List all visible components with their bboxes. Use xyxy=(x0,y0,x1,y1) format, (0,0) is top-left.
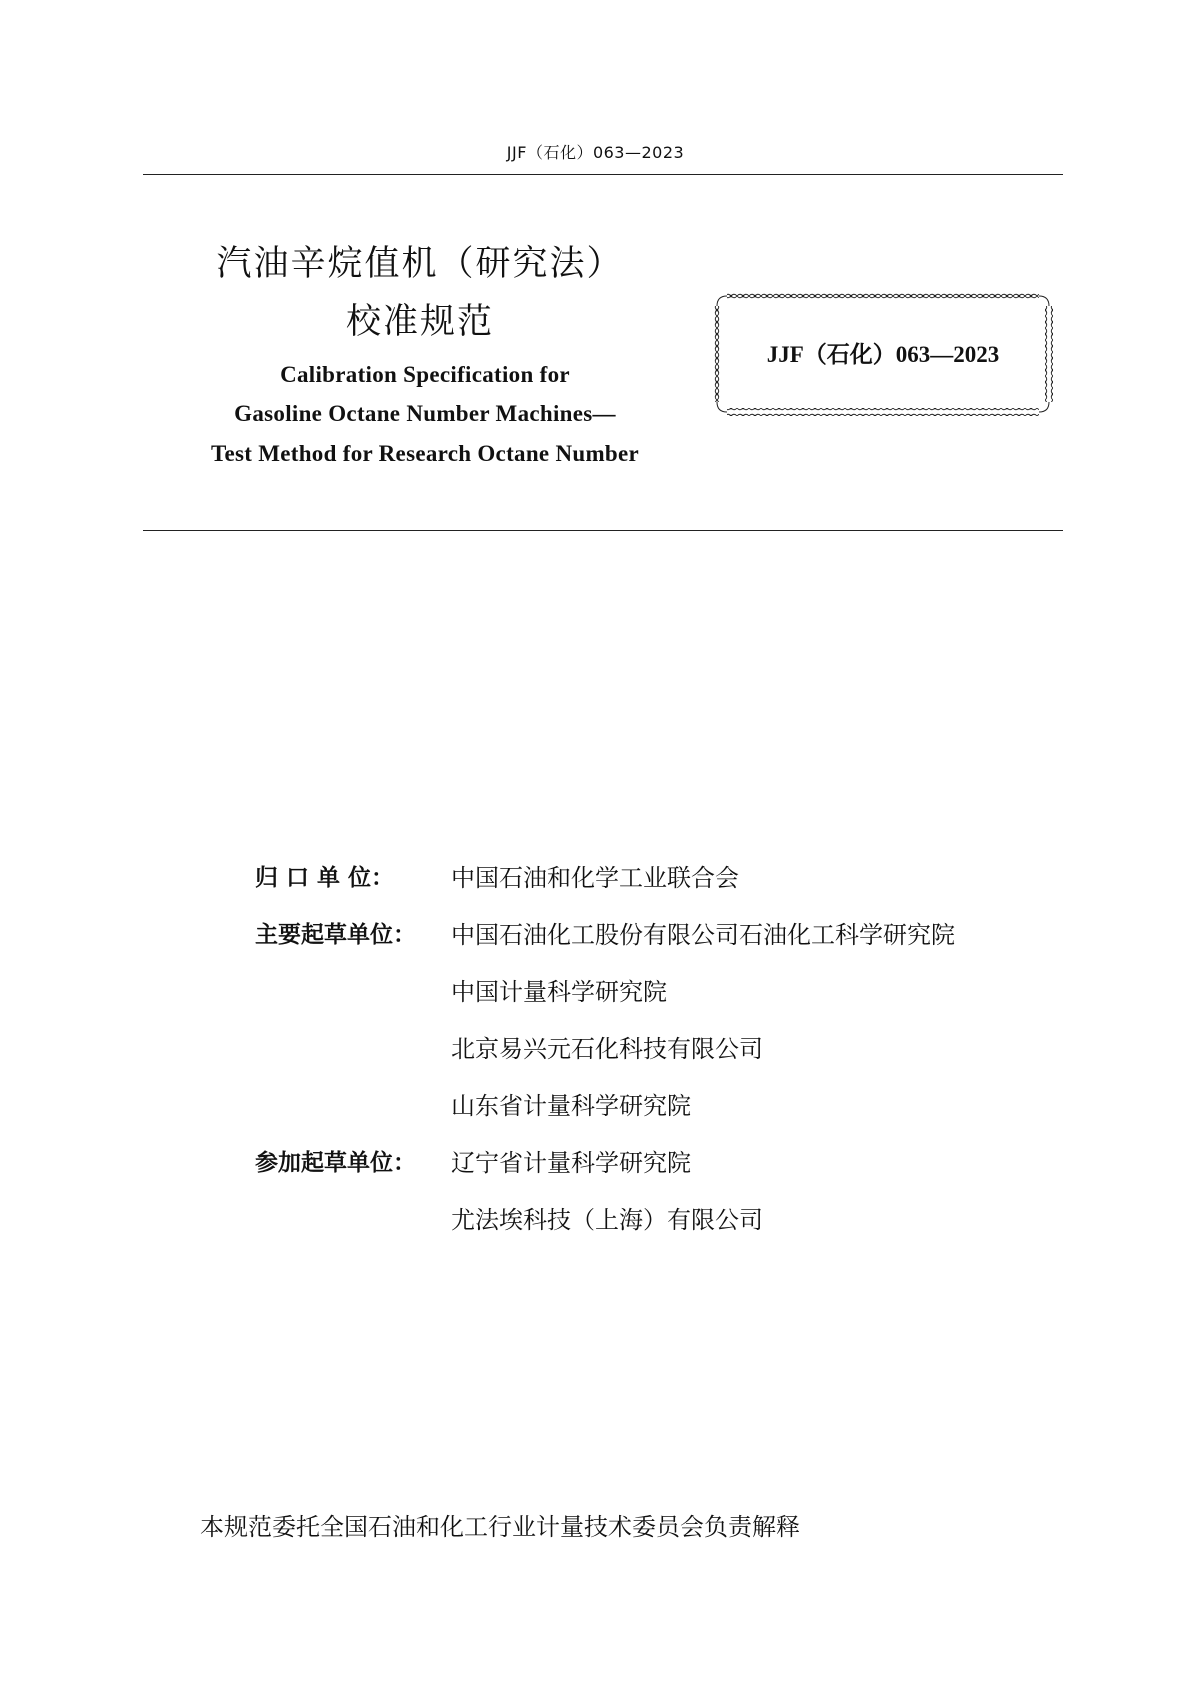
title-chinese-line1: 汽油辛烷值机（研究法） xyxy=(216,244,624,284)
org-value: 中国石油和化学工业联合会 xyxy=(451,864,739,892)
org-value: 辽宁省计量科学研究院 xyxy=(451,1149,691,1177)
org-row xyxy=(255,1192,1075,1249)
page-header-code: JJF（石化）063—2023 xyxy=(506,143,685,162)
interpretation-note: 本规范委托全国石油和化工行业计量技术委员会负责解释 xyxy=(200,1513,800,1541)
org-row xyxy=(255,964,1075,1021)
org-row xyxy=(255,1078,1075,1135)
org-label: 归 口 单 位： xyxy=(255,865,395,891)
title-chinese-line2: 校准规范 xyxy=(345,302,494,342)
org-value: 北京易兴元石化科技有限公司 xyxy=(451,1035,763,1063)
title-english-line2: Gasoline Octane Number Machines— xyxy=(234,401,616,426)
specification-code-box xyxy=(713,292,1053,416)
org-label: 参加起草单位： xyxy=(255,1150,416,1176)
org-row xyxy=(255,1021,1075,1078)
org-row xyxy=(255,907,1075,964)
specification-code: JJF（石化）063—2023 xyxy=(766,342,1000,367)
org-row xyxy=(255,1135,1075,1192)
org-value: 山东省计量科学研究院 xyxy=(451,1092,691,1120)
organizations-list xyxy=(255,850,1075,1249)
org-row xyxy=(255,850,1075,907)
header-divider xyxy=(143,174,1063,175)
title-english-line1: Calibration Specification for xyxy=(280,362,570,387)
org-label: 主要起草单位： xyxy=(255,922,416,948)
org-value: 中国石油化工股份有限公司石油化工科学研究院 xyxy=(451,921,955,949)
title-divider xyxy=(143,530,1063,531)
org-value: 尤法埃科技（上海）有限公司 xyxy=(451,1206,763,1234)
org-value: 中国计量科学研究院 xyxy=(451,978,667,1006)
title-english-line3: Test Method for Research Octane Number xyxy=(210,441,640,466)
